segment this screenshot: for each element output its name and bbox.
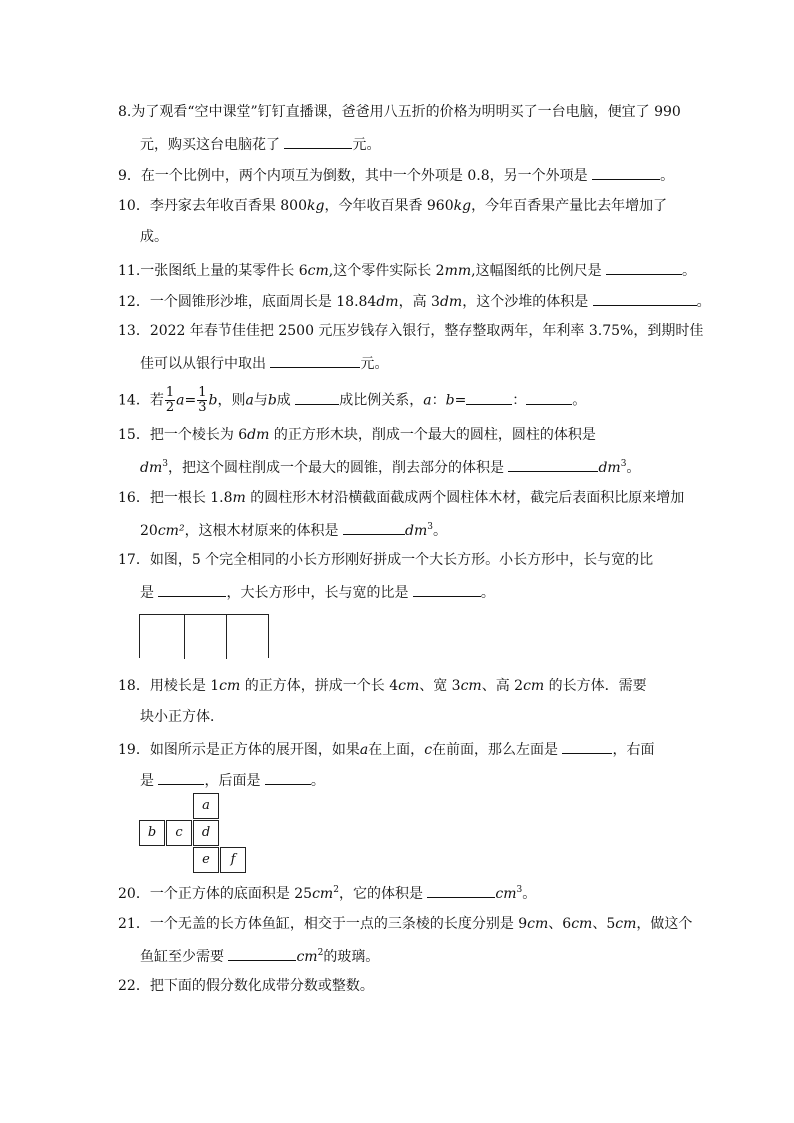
q12-unit-2: dm (439, 294, 463, 310)
q14-eq: = (184, 392, 197, 409)
q15-exp-3: 3 (620, 459, 627, 469)
q15-unit-2: dm (140, 460, 163, 476)
q17-text-3: ，大长方形中，长与宽的比是 (226, 585, 409, 601)
q14-var-b: b (208, 392, 218, 409)
q8-text-3: 元。 (352, 137, 381, 153)
q11-unit-1: cm (307, 263, 329, 279)
q13-end: 元。 (360, 356, 389, 372)
q12-text-2: ，高 3 (398, 294, 440, 310)
q17-divider-1 (184, 614, 185, 659)
q10-text-1: 10．李丹家去年收百香果 800 (118, 198, 307, 214)
q21-unit-4: cm (296, 949, 318, 965)
question-16-line-2 (140, 519, 447, 539)
q15-text-1: 15．把一个棱长为 6 (118, 427, 248, 443)
q18-text-4: 、高 2 (481, 678, 524, 694)
q20-unit-2: cm (495, 886, 517, 902)
q19-end: 。 (310, 773, 325, 789)
net-cell-d: d (193, 820, 219, 846)
question-15-line-1 (118, 425, 596, 445)
q19-var-c: c (424, 742, 433, 758)
q14-colon-2: ： (512, 392, 527, 409)
q17-divider-2 (226, 614, 227, 659)
question-17-line-1 (118, 550, 653, 570)
q21-end: 的玻璃。 (323, 949, 380, 965)
question-18-line-2 (140, 707, 224, 727)
question-9 (118, 164, 674, 184)
question-22 (118, 976, 374, 996)
question-11 (118, 259, 696, 279)
q18-text-3: 、宽 3 (419, 678, 461, 694)
q21-unit-3: cm (615, 916, 637, 932)
q20-answer-blank[interactable] (427, 882, 495, 898)
question-12 (118, 290, 711, 310)
q9-text: 9．在一个比例中，两个内项互为倒数，其中一个外项是 0.8，另一个外项是 (118, 168, 588, 184)
q17-end: 。 (480, 585, 495, 601)
q10-unit-1: kg (307, 198, 325, 214)
net-cell-a: a (193, 793, 219, 819)
q16-unit-2: cm² (157, 523, 185, 539)
q19-text-6: ，后面是 (204, 773, 261, 789)
net-cell-f: f (220, 847, 246, 873)
q21-text-1: 21．一个无盖的长方体鱼缸，相交于一点的三条棱的长度分别是 9 (118, 916, 528, 932)
q12-unit-1: dm (376, 294, 399, 310)
q14-fraction-1 (165, 386, 175, 415)
q20-exp-1: 2 (333, 885, 339, 895)
q19-text-4: ，右面 (612, 742, 655, 758)
q19-text-1: 19．如图所示是正方体的展开图，如果 (118, 742, 360, 758)
q21-answer-blank[interactable] (228, 945, 296, 961)
q18-unit-2: cm (398, 678, 420, 694)
q14-var-a: a (176, 392, 185, 409)
q14-blank-3[interactable] (526, 389, 572, 405)
q12-text-3: ，这个沙堆的体积是 (462, 294, 589, 310)
question-19-line-2 (140, 769, 325, 789)
q10-text-2: ，今年收百果香 960 (324, 198, 454, 214)
q14-var-a2: a (245, 392, 254, 409)
q16-unit-3: dm (405, 523, 428, 539)
q19-blank-right[interactable] (158, 769, 204, 785)
q19-blank-left[interactable] (562, 738, 612, 754)
question-19-line-1 (118, 738, 654, 758)
q8-answer-blank[interactable] (284, 133, 352, 149)
q20-text-1: 20．一个正方体的底面积是 25 (118, 886, 313, 902)
q17-rectangles-figure (139, 614, 269, 658)
q9-end: 。 (660, 168, 675, 184)
q16-text-4: ，这根木材原来的体积是 (184, 523, 339, 539)
question-10-line-2 (140, 227, 168, 247)
question-15-line-2 (140, 456, 640, 476)
q14-colon-1: ： (431, 392, 446, 409)
q14-text-2: ，则 (217, 392, 246, 409)
q18-unit-3: cm (460, 678, 482, 694)
question-21-line-1 (118, 914, 692, 934)
q11-answer-blank[interactable] (606, 259, 682, 275)
q18-text-5: 的长方体．需要 (544, 678, 647, 694)
q21-text-2: 、6 (548, 916, 572, 932)
question-21-line-2 (140, 945, 379, 965)
q12-end: 。 (696, 294, 711, 310)
q16-text-1: 16．把一根长 1.8 (118, 490, 233, 506)
q14-blank-2[interactable] (466, 389, 512, 405)
q14-text-1: 14．若 (118, 392, 164, 409)
question-13-line-2 (140, 352, 388, 372)
q16-answer-blank[interactable] (343, 519, 405, 535)
q19-text-2: 在上面， (368, 742, 425, 758)
q14-blank-1[interactable] (295, 389, 339, 405)
q13-text-1: 13．2022 年春节佳佳把 2500 元压岁钱存入银行，整存整取两年，年利率 3.75%，到期时佳 (118, 323, 704, 339)
question-14 (118, 385, 587, 415)
q18-text-1: 18．用棱长是 1 (118, 678, 220, 694)
q19-var-a: a (359, 742, 369, 758)
q20-unit-1: cm (312, 886, 334, 902)
q14-fraction-2 (197, 386, 207, 415)
q16-unit-1: m (232, 490, 246, 506)
q14-var-b3: b (445, 392, 455, 409)
question-10-line-1 (118, 196, 667, 216)
q14-fraction-1-den: 2 (165, 400, 175, 415)
q15-end: 。 (626, 460, 641, 476)
q21-unit-1: cm (527, 916, 549, 932)
q10-unit-2: kg (453, 198, 472, 214)
q12-text-1: 12．一个圆锥形沙堆，底面周长是 18.84 (118, 294, 377, 310)
q15-exp-2: 3 (162, 459, 168, 469)
q18-unit-1: cm (219, 678, 241, 694)
q16-text-3: 20 (140, 523, 158, 539)
q10-text-3: ，今年百香果产量比去年增加了 (471, 198, 668, 214)
net-cell-b: b (139, 820, 165, 846)
q14-text-5: 成比例关系， (339, 392, 424, 409)
q16-end: 。 (433, 523, 447, 539)
q16-text-2: 的圆柱形木材沿横截面截成两个圆柱体木材，截完后表面积比原来增加 (245, 490, 685, 506)
q18-text-2: 的正方体，拼成一个长 4 (240, 678, 399, 694)
q8-text-1: 8.为了观看“空中课堂”钉钉直播课，爸爸用八五折的价格为明明买了一台电脑，便宜了 990 (118, 104, 681, 120)
q22-text: 22．把下面的假分数化成带分数或整数。 (118, 978, 374, 994)
q14-var-b2: b (267, 392, 277, 409)
q8-text-2: 元，购买这台电脑花了 (140, 137, 280, 153)
q14-end: 。 (572, 392, 587, 409)
q14-fraction-1-num: 1 (165, 385, 175, 400)
q13-answer-blank[interactable] (270, 352, 360, 368)
q14-eq-2: = (454, 392, 467, 409)
q11-text-3: ,这幅图纸的比例尺是 (471, 263, 602, 279)
question-20 (118, 882, 536, 902)
q15-text-2: 的正方形木块，削成一个最大的圆柱，圆柱的体积是 (269, 427, 596, 443)
q21-text-3: 、5 (592, 916, 616, 932)
q11-text-1: 11.一张图纸上量的某零件长 6 (118, 263, 308, 279)
q11-end: 。 (682, 263, 697, 279)
q15-text-3: ，把这个圆柱削成一个最大的圆锥，削去部分的体积是 (167, 460, 504, 476)
q14-fraction-2-num: 1 (198, 385, 207, 400)
q19-text-5: 是 (140, 773, 154, 789)
q12-answer-blank[interactable] (593, 290, 697, 306)
q11-unit-2: mm (444, 263, 472, 279)
q21-exp-4: 2 (317, 948, 324, 958)
q18-unit-4: cm (523, 678, 545, 694)
q17-text-2: 是 (140, 585, 154, 601)
q20-text-2: ，它的体积是 (338, 886, 423, 902)
q14-fraction-2-den: 3 (198, 400, 207, 415)
question-8-line-2 (140, 133, 380, 153)
q20-end: 。 (522, 886, 537, 902)
question-13-line-1 (118, 321, 703, 341)
q18-text-6: 块小正方体． (140, 709, 224, 725)
q16-exp-3: 3 (427, 522, 433, 532)
question-8-line-1 (118, 102, 681, 122)
question-17-line-2 (140, 581, 495, 601)
q17-blank-1[interactable] (158, 581, 226, 597)
q15-unit-3: dm (598, 460, 621, 476)
q10-text-4: 成。 (140, 229, 168, 245)
q21-text-5: 鱼缸至少需要 (140, 949, 224, 965)
q11-text-2: ,这个零件实际长 2 (328, 263, 445, 279)
q15-unit-1: dm (247, 427, 270, 443)
question-18-line-1 (118, 676, 647, 696)
net-cell-e: e (193, 847, 219, 873)
q21-text-4: ，做这个 (636, 916, 693, 932)
q14-var-a3: a (423, 392, 432, 409)
q9-answer-blank[interactable] (592, 164, 660, 180)
q17-text-1: 17．如图，5 个完全相同的小长方形刚好拼成一个大长方形。小长方形中，长与宽的比 (118, 552, 654, 568)
q19-text-3: 在前面，那么左面是 (432, 742, 559, 758)
q21-unit-2: cm (571, 916, 593, 932)
q19-blank-back[interactable] (265, 769, 311, 785)
q17-blank-2[interactable] (413, 581, 481, 597)
q20-exp-2: 3 (516, 885, 523, 895)
question-16-line-1 (118, 488, 684, 508)
q14-text-3: 与 (253, 392, 268, 409)
net-cell-c: c (166, 820, 192, 846)
q14-text-4: 成 (276, 392, 291, 409)
q15-answer-blank[interactable] (508, 456, 598, 472)
q13-text-2: 佳可以从银行中取出 (140, 356, 266, 372)
